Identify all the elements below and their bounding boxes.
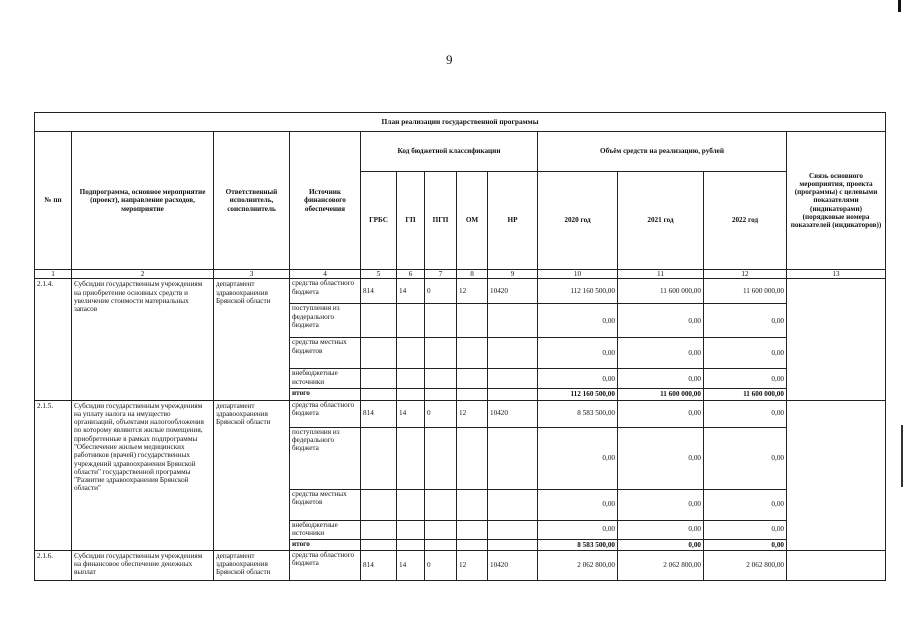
amount-2022: 0,00 <box>704 489 787 520</box>
page-number: 9 <box>446 52 453 67</box>
amount-2021: 0,00 <box>618 427 704 489</box>
amount-2022: 0,00 <box>704 338 787 369</box>
column-number: 9 <box>488 270 538 279</box>
scan-edge-mark-lower <box>901 425 903 487</box>
amount-2022: 0,00 <box>704 427 787 489</box>
total-2021: 11 600 000,00 <box>618 389 704 400</box>
header-grbs: ГРБС <box>361 172 397 270</box>
source-total: итого <box>290 539 361 550</box>
amount-2020: 0,00 <box>538 489 618 520</box>
amount-2021: 0,00 <box>618 489 704 520</box>
code-np: 10420 <box>488 400 538 427</box>
table-row <box>35 550 886 580</box>
total-2021: 0,00 <box>618 539 704 550</box>
amount-2021: 0,00 <box>618 400 704 427</box>
table-row <box>35 400 886 427</box>
column-number: 13 <box>787 270 886 279</box>
code-om: 12 <box>457 550 488 580</box>
code-pgp: 0 <box>425 279 457 304</box>
indicator-link <box>787 279 886 400</box>
header-source: Источник финансового обеспечения <box>290 132 361 270</box>
column-number: 8 <box>457 270 488 279</box>
header-budget-code: Код бюджетной классификации <box>361 132 538 172</box>
row-activity: Субсидии государственным учреждениям на приобретение основных средств и увеличение стоимости материальных запасов <box>72 279 214 400</box>
source-local: средства местных бюджетов <box>290 338 361 369</box>
indicator-link <box>787 550 886 580</box>
code-pgp: 0 <box>425 400 457 427</box>
code-gp: 14 <box>397 400 425 427</box>
column-number: 4 <box>290 270 361 279</box>
amount-2022: 0,00 <box>704 520 787 539</box>
code-gp: 14 <box>397 550 425 580</box>
amount-2020: 8 583 500,00 <box>538 400 618 427</box>
table-title: План реализации государственной программы <box>35 113 886 132</box>
row-activity: Субсидии государственным учреждениям на финансовое обеспечение денежных выплат <box>72 550 214 580</box>
column-number: 10 <box>538 270 618 279</box>
column-number: 12 <box>704 270 787 279</box>
source-extra: внебюджетные источники <box>290 369 361 389</box>
amount-2022: 0,00 <box>704 369 787 389</box>
row-executor: департамент здравоохранения Брянской области <box>214 550 290 580</box>
amount-2021: 11 600 000,00 <box>618 279 704 304</box>
amount-2020: 0,00 <box>538 338 618 369</box>
amount-2022: 2 062 800,00 <box>704 550 787 580</box>
header-link: Связь основного мероприятия, проекта (программы) с целевыми показателями (индикаторами) (порядковые номера показателей (индикаторов)) <box>787 132 886 270</box>
header-executor: Ответственный исполнитель, соисполнитель <box>214 132 290 270</box>
header-2021: 2021 год <box>618 172 704 270</box>
column-number: 3 <box>214 270 290 279</box>
header-gp: ГП <box>397 172 425 270</box>
row-executor: департамент здравоохранения Брянской области <box>214 279 290 400</box>
total-2022: 11 600 000,00 <box>704 389 787 400</box>
source-local: средства местных бюджетов <box>290 489 361 520</box>
scan-edge-mark <box>898 0 901 12</box>
source-extra: внебюджетные источники <box>290 520 361 539</box>
code-pgp: 0 <box>425 550 457 580</box>
source-regional: средства областного бюджета <box>290 279 361 304</box>
amount-2020: 0,00 <box>538 369 618 389</box>
code-om: 12 <box>457 279 488 304</box>
row-executor: департамент здравоохранения Брянской области <box>214 400 290 550</box>
row-number: 2.1.5. <box>35 400 72 550</box>
amount-2022: 11 600 000,00 <box>704 279 787 304</box>
source-regional: средства областного бюджета <box>290 400 361 427</box>
plan-table <box>34 112 886 581</box>
code-grbs: 814 <box>361 550 397 580</box>
code-np: 10420 <box>488 550 538 580</box>
code-gp: 14 <box>397 279 425 304</box>
header-activity: Подпрограмма, основное мероприятие (проект), направление расходов, мероприятие <box>72 132 214 270</box>
column-number: 6 <box>397 270 425 279</box>
header-funds: Объём средств на реализацию, рублей <box>538 132 787 172</box>
column-number: 1 <box>35 270 72 279</box>
code-om: 12 <box>457 400 488 427</box>
column-number: 7 <box>425 270 457 279</box>
header-2020: 2020 год <box>538 172 618 270</box>
source-total: итого <box>290 389 361 400</box>
row-number: 2.1.4. <box>35 279 72 400</box>
total-2022: 0,00 <box>704 539 787 550</box>
amount-2022: 0,00 <box>704 304 787 338</box>
code-np: 10420 <box>488 279 538 304</box>
amount-2021: 0,00 <box>618 520 704 539</box>
source-federal: поступления из федерального бюджета <box>290 304 361 338</box>
amount-2021: 0,00 <box>618 304 704 338</box>
row-number: 2.1.6. <box>35 550 72 580</box>
code-grbs: 814 <box>361 279 397 304</box>
amount-2021: 0,00 <box>618 338 704 369</box>
column-number: 11 <box>618 270 704 279</box>
total-2020: 112 160 500,00 <box>538 389 618 400</box>
header-pgp: ПГП <box>425 172 457 270</box>
source-federal: поступления из федерального бюджета <box>290 427 361 489</box>
source-regional: средства областного бюджета <box>290 550 361 580</box>
table-row <box>35 279 886 304</box>
amount-2020: 0,00 <box>538 520 618 539</box>
header-np: НР <box>488 172 538 270</box>
amount-2020: 2 062 800,00 <box>538 550 618 580</box>
amount-2022: 0,00 <box>704 400 787 427</box>
header-2022: 2022 год <box>704 172 787 270</box>
row-activity: Субсидии государственным учреждениям на уплату налога на имущество организаций, объектами налогообложения по которому являются жилые помещения, приобретенные в рамках подпрограммы "Обеспечение жильем медицинских работников (врачей) государственных учреждений здравоохранения Брянской области" государственной программы "Развитие здравоохранения Брянской области" <box>72 400 214 550</box>
header-om: ОМ <box>457 172 488 270</box>
header-no: № пп <box>35 132 72 270</box>
amount-2021: 2 062 800,00 <box>618 550 704 580</box>
amount-2020: 112 160 500,00 <box>538 279 618 304</box>
code-grbs: 814 <box>361 400 397 427</box>
column-number: 5 <box>361 270 397 279</box>
amount-2020: 0,00 <box>538 427 618 489</box>
column-number: 2 <box>72 270 214 279</box>
indicator-link <box>787 400 886 550</box>
amount-2020: 0,00 <box>538 304 618 338</box>
total-2020: 8 583 500,00 <box>538 539 618 550</box>
amount-2021: 0,00 <box>618 369 704 389</box>
